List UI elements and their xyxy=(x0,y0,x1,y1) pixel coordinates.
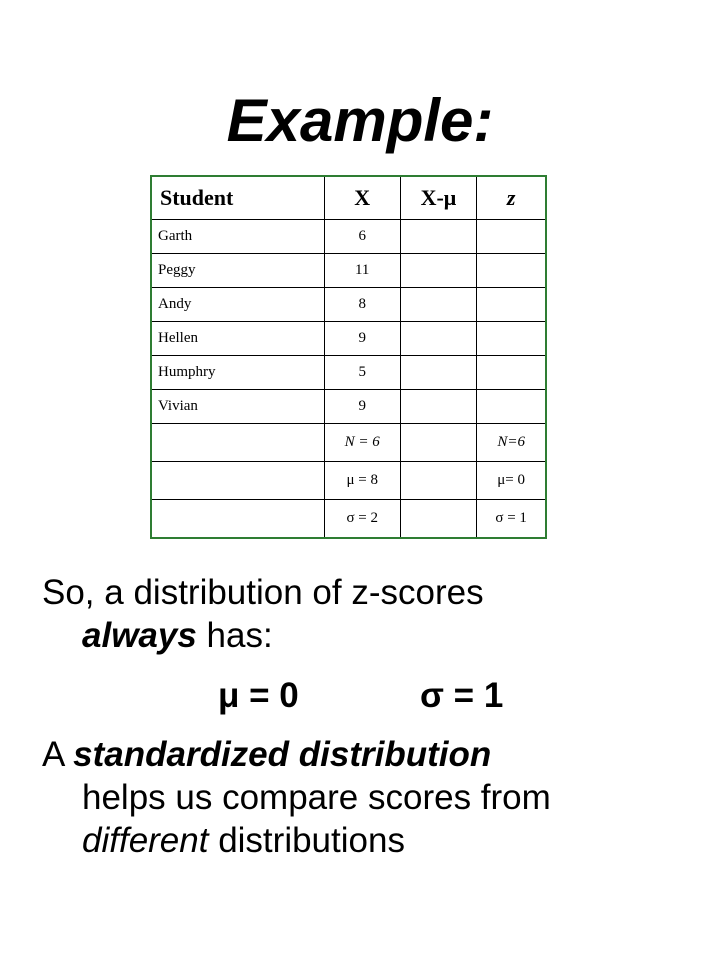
z-cell xyxy=(477,322,546,356)
student-name: Garth xyxy=(151,220,324,254)
x-minus-mu-cell xyxy=(400,288,477,322)
empty-cell xyxy=(151,500,324,539)
table-row xyxy=(151,220,546,254)
summary-x-sigma: σ = 2 xyxy=(324,500,400,539)
table-row xyxy=(151,322,546,356)
text-has: has: xyxy=(196,616,273,655)
summary-row-n xyxy=(151,424,546,462)
text-line-different xyxy=(42,820,405,862)
x-minus-mu-cell xyxy=(400,322,477,356)
x-value: 9 xyxy=(324,322,400,356)
summary-row-sigma xyxy=(151,500,546,539)
sigma-equation: σ = 1 xyxy=(420,676,504,715)
text-standardized-distribution: standardized distribution xyxy=(73,735,492,774)
z-cell xyxy=(477,390,546,424)
empty-cell xyxy=(400,462,477,500)
z-cell xyxy=(477,220,546,254)
empty-cell xyxy=(400,500,477,539)
text-distributions: distributions xyxy=(208,821,405,860)
student-name: Humphry xyxy=(151,356,324,390)
table-row xyxy=(151,254,546,288)
header-x: X xyxy=(324,176,400,220)
z-cell xyxy=(477,254,546,288)
header-student: Student xyxy=(151,176,324,220)
x-value: 5 xyxy=(324,356,400,390)
header-z: z xyxy=(477,176,546,220)
empty-cell xyxy=(151,462,324,500)
summary-z-mu: μ= 0 xyxy=(477,462,546,500)
x-value: 6 xyxy=(324,220,400,254)
table-row xyxy=(151,356,546,390)
z-cell xyxy=(477,288,546,322)
x-minus-mu-cell xyxy=(400,254,477,288)
header-x-minus-mu: X-μ xyxy=(400,176,477,220)
text-line-standardized xyxy=(42,734,491,776)
table-row xyxy=(151,288,546,322)
table-row xyxy=(151,390,546,424)
x-value: 11 xyxy=(324,254,400,288)
x-minus-mu-cell xyxy=(400,356,477,390)
summary-x-mu: μ = 8 xyxy=(324,462,400,500)
student-name: Andy xyxy=(151,288,324,322)
student-name: Vivian xyxy=(151,390,324,424)
text-a: A xyxy=(42,735,74,774)
text-different: different xyxy=(82,821,209,860)
empty-cell xyxy=(400,424,477,462)
mu-equation: μ = 0 xyxy=(218,676,299,715)
table-header-row xyxy=(151,176,546,220)
summary-z-n: N=6 xyxy=(477,424,546,462)
summary-z-sigma: σ = 1 xyxy=(477,500,546,539)
x-value: 9 xyxy=(324,390,400,424)
student-name: Peggy xyxy=(151,254,324,288)
x-minus-mu-cell xyxy=(400,390,477,424)
x-minus-mu-cell xyxy=(400,220,477,254)
text-line-so xyxy=(42,572,484,614)
empty-cell xyxy=(151,424,324,462)
text-line-always xyxy=(42,615,273,657)
z-score-table xyxy=(150,175,547,539)
x-value: 8 xyxy=(324,288,400,322)
text-line-helps: helps us compare scores from xyxy=(82,778,551,817)
z-cell xyxy=(477,356,546,390)
summary-x-n: N = 6 xyxy=(324,424,400,462)
student-name: Hellen xyxy=(151,322,324,356)
summary-row-mu xyxy=(151,462,546,500)
text-always: always xyxy=(82,616,197,655)
text-distribution: So, a distribution of z-scores xyxy=(42,573,484,612)
slide-title: Example: xyxy=(226,87,494,154)
